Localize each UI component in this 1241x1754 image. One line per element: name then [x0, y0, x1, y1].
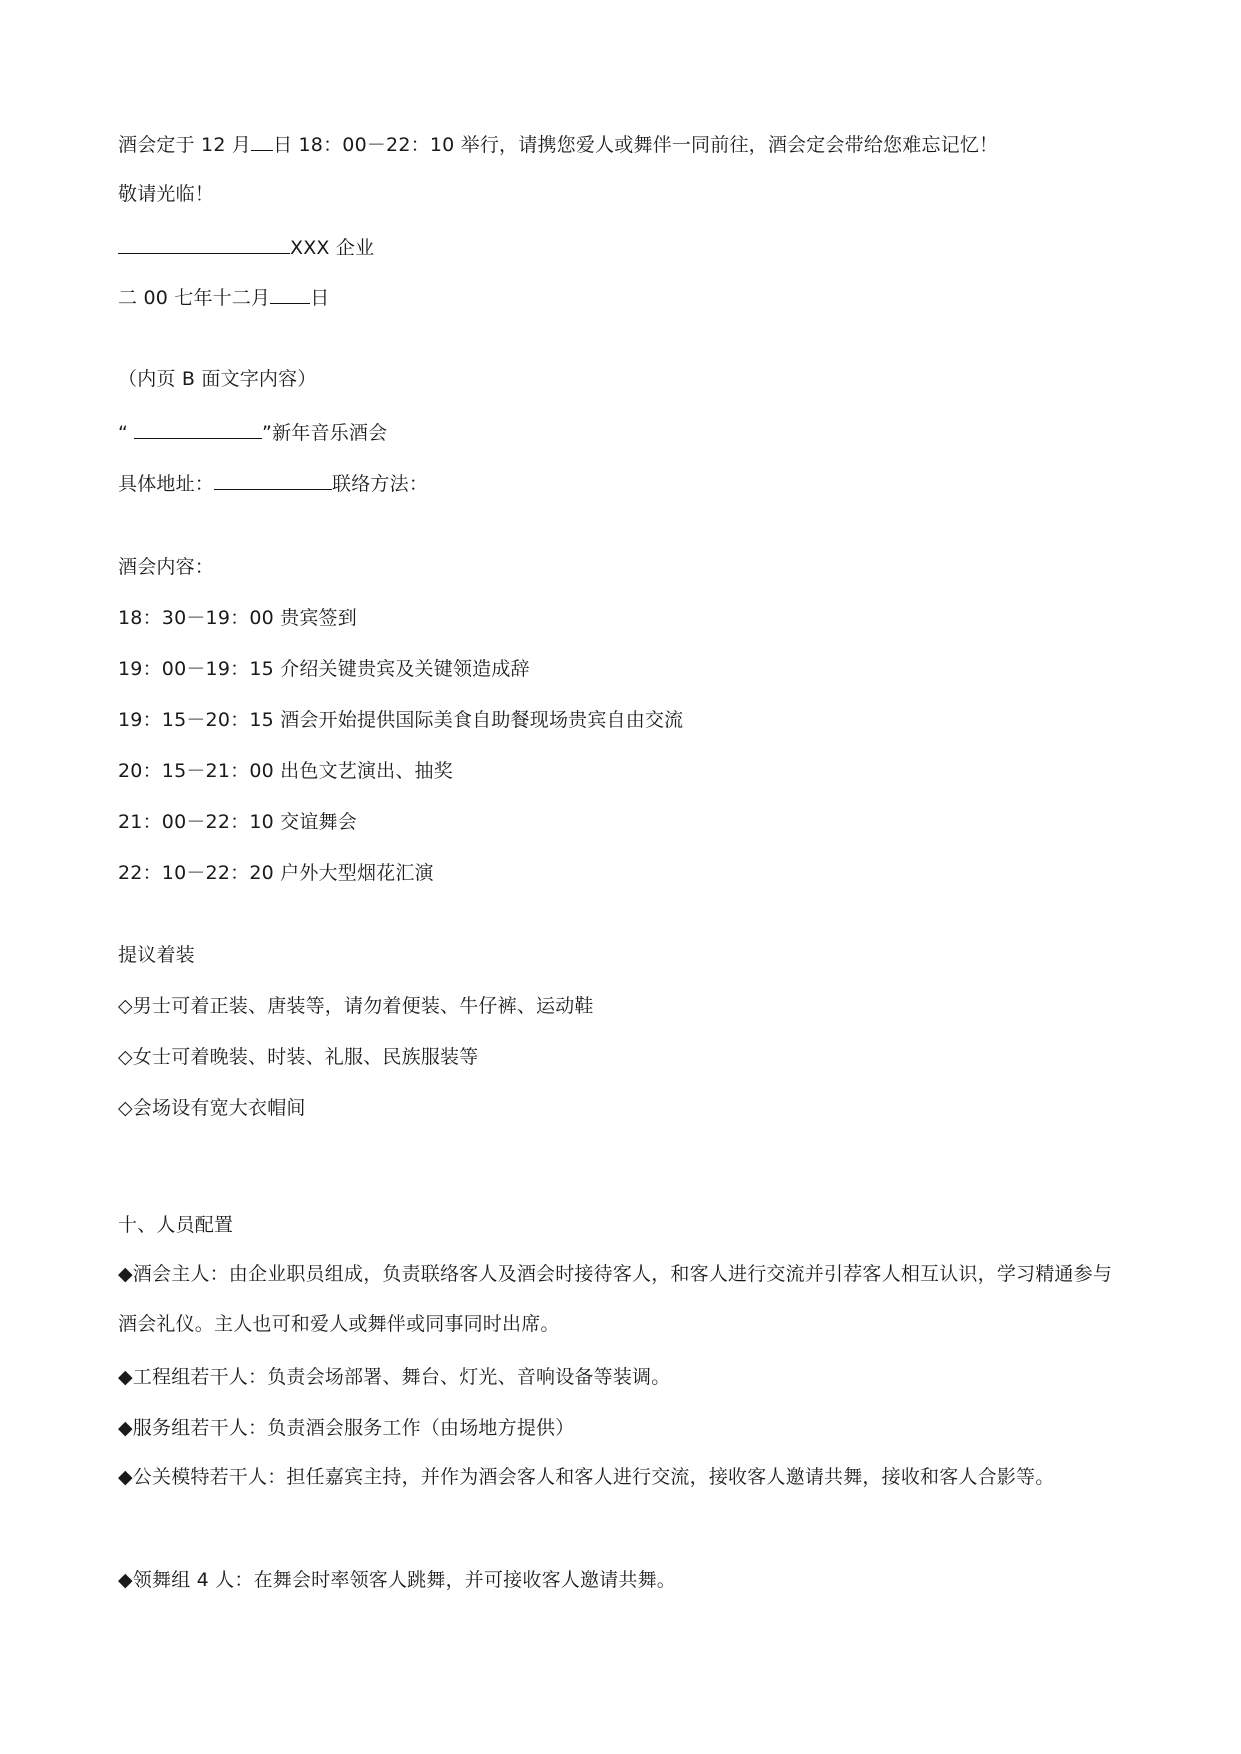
dress-item: ◇女士可着晚装、时装、礼服、民族服装等 [118, 1046, 479, 1068]
welcome-line: 敬请光临！ [118, 183, 215, 205]
program-item: 22：10－22：20 户外大型烟花汇演 [118, 862, 434, 884]
staff-heading: 十、人员配置 [118, 1214, 234, 1236]
company-signature [118, 235, 374, 260]
inner-page-caption: （内页 B 面文字内容） [118, 368, 317, 390]
invite-text-end: 日 18：00－22：10 举行，请携您爱人或舞伴一同前往，酒会定会带给您难忘记忆！ [273, 134, 999, 156]
address-line [118, 471, 428, 496]
staff-item-host: ◆酒会主人：由企业职员组成，负责联络客人及酒会时接待客人，和客人进行交流并引荐客人相互认识，学习精通参与酒会礼仪。主人也可和爱人或舞伴或同事同时出席。 [118, 1263, 1113, 1335]
program-item: 20：15－21：00 出色文艺演出、抽奖 [118, 760, 453, 782]
dress-item: ◇男士可着正装、唐装等，请勿着便装、牛仔裤、运动鞋 [118, 995, 594, 1017]
invite-text-start: 酒会定于 12 月 [118, 134, 252, 156]
staff-item-service: ◆服务组若干人：负责酒会服务工作（由场地方提供） [118, 1417, 575, 1439]
address-blank [214, 471, 332, 490]
date-text: 二 00 七年十二月 [118, 287, 271, 309]
signature-blank [118, 235, 290, 254]
contact-label: 联络方法： [332, 473, 429, 495]
title-blank [134, 420, 262, 439]
date-suffix: 日 [310, 287, 330, 309]
date-blank [270, 285, 310, 304]
invite-date [118, 285, 329, 310]
day-blank [251, 132, 273, 151]
program-item: 19：15－20：15 酒会开始提供国际美食自助餐现场贵宾自由交流 [118, 709, 684, 731]
dress-item: ◇会场设有宽大衣帽间 [118, 1097, 306, 1119]
title-open-quote: “ [118, 422, 129, 444]
title-text: ”新年音乐酒会 [262, 422, 388, 444]
staff-item-pr-models: ◆公关模特若干人：担任嘉宾主持，并作为酒会客人和客人进行交流，接收客人邀请共舞，接收和客人合影等。 [118, 1466, 1055, 1488]
address-label: 具体地址： [118, 473, 215, 495]
program-item: 18：30－19：00 贵宾签到 [118, 607, 357, 629]
invite-paragraph [118, 132, 998, 157]
event-title [118, 420, 387, 445]
company-name: XXX 企业 [290, 237, 375, 259]
dress-heading: 提议着装 [118, 944, 195, 966]
program-item: 19：00－19：15 介绍关键贵宾及关键领造成辞 [118, 658, 530, 680]
program-item: 21：00－22：10 交谊舞会 [118, 811, 357, 833]
staff-item-engineering: ◆工程组若干人：负责会场部署、舞台、灯光、音响设备等装调。 [118, 1366, 671, 1388]
staff-item-dance-leaders: ◆领舞组 4 人：在舞会时率领客人跳舞，并可接收客人邀请共舞。 [118, 1569, 676, 1591]
program-heading: 酒会内容： [118, 556, 215, 578]
